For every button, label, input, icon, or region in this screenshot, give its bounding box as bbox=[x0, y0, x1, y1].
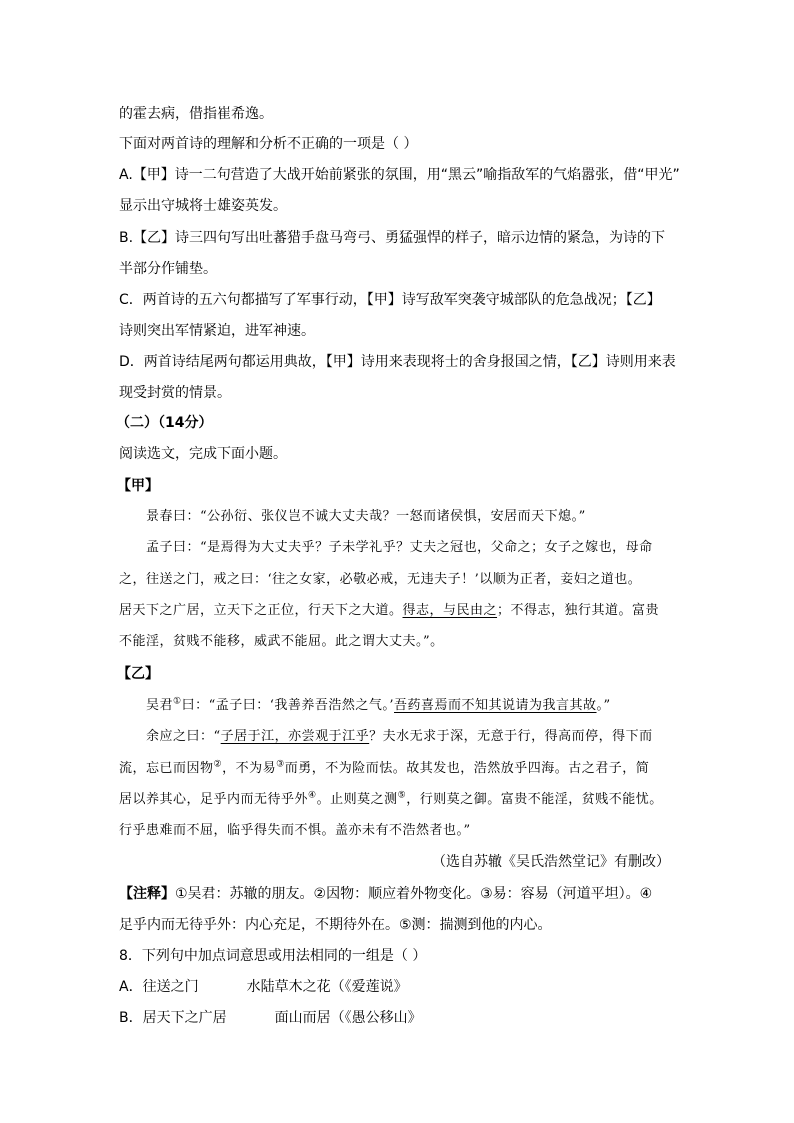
yi-paragraph-2-line3 bbox=[119, 790, 663, 810]
q8-option-a-left: A．往送之门 bbox=[119, 979, 199, 995]
q8-stem: 8．下列句中加点词意思或用法相同的一组是（ ） bbox=[119, 948, 427, 964]
section2-title: （二）（14分） bbox=[116, 415, 213, 431]
yi-paragraph-2-line2 bbox=[119, 759, 649, 779]
footnote-marker-3: ③ bbox=[276, 759, 285, 770]
q7-stem: 下面对两首诗的理解和分析不正确的一项是（ ） bbox=[119, 136, 418, 152]
yi-paragraph-1 bbox=[146, 696, 611, 716]
q7-option-b-line2: 半部分作铺垫。 bbox=[119, 261, 217, 277]
q8-option-a bbox=[119, 977, 408, 997]
q7-option-d-line1: D．两首诗结尾两句都运用典故，【甲】诗用来表现将士的舍身报国之情，【乙】诗则用来表 bbox=[119, 354, 676, 370]
yi-p2-l2-text-b: ，不为易 bbox=[222, 761, 277, 776]
footnote-marker-1: ① bbox=[173, 696, 182, 707]
q7-option-a-line1: A.【甲】诗一二句营造了大战开始前紧张的氛围，用“黑云”喻指敌军的气焰嚣张，借“甲光” bbox=[119, 167, 680, 183]
yi-p1-text-a: 吴君 bbox=[146, 698, 174, 713]
yi-p2-l2-text-a: 流，忘已而因物 bbox=[119, 761, 214, 776]
section2-instruction: 阅读选文，完成下面小题。 bbox=[119, 446, 287, 462]
q8-option-b-left: B．居天下之广居 bbox=[119, 1010, 227, 1026]
q8-option-a-right: 水陆草木之花（《爱莲说》 bbox=[246, 979, 408, 995]
jia-paragraph-1: 景春曰：“公孙衍、张仪岂不诚大丈夫哉？一怒而诸侯惧，安居而天下熄。” bbox=[146, 509, 586, 524]
yi-p2-l1-text-b: ？夫水无求于深，无意于行，得高而停，得下而 bbox=[369, 729, 653, 744]
passage-source: （选自苏辙《吴氏浩然堂记》有删改） bbox=[432, 854, 670, 870]
yi-p1-text-b: 曰：“孟子曰：‘我善养吾浩然之气。’ bbox=[181, 698, 395, 713]
jia-paragraph-2-line3 bbox=[119, 601, 659, 621]
jia-underlined-sentence: 得志，与民由之 bbox=[402, 603, 498, 618]
yi-underlined-sentence-1: 吾药喜焉而不知其说请为我言其故 bbox=[394, 698, 597, 713]
jia-line3-text-a: 居天下之广居，立天下之正位，行天下之大道。 bbox=[119, 603, 403, 618]
yi-p1-text-c: 。” bbox=[596, 698, 611, 713]
q7-option-c-line1: C．两首诗的五六句都描写了军事行动，【甲】诗写敌军突袭守城部队的危急战况；【乙】 bbox=[119, 292, 661, 308]
yi-p2-l3-text-a: 居以养其心，足乎内而无待乎外 bbox=[119, 792, 309, 807]
q7-option-c-line2: 诗则突出军情紧迫，进军神速。 bbox=[119, 323, 315, 339]
jia-paragraph-2-line2: 之，往送之门，戒之曰：‘往之女家，必敬必戒，无违夫子！’以顺为正者，妾妇之道也。 bbox=[119, 572, 642, 587]
yi-underlined-sentence-2: 子居于江，亦尝观于江乎 bbox=[220, 729, 370, 744]
footnote-marker-2: ② bbox=[213, 759, 223, 770]
notes-line1 bbox=[119, 884, 652, 904]
q7-option-a-line2: 显示出守城将士雄姿英发。 bbox=[119, 198, 287, 214]
yi-p2-l1-text-a: 余应之曰：“ bbox=[146, 729, 221, 744]
jia-line3-text-b: ；不得志，独行其道。富贵 bbox=[497, 603, 660, 618]
q8-option-b bbox=[119, 1008, 422, 1028]
jia-paragraph-2-line1: 孟子曰：“是焉得为大丈夫乎？子未学礼乎？丈夫之冠也，父命之；女子之嫁也，母命 bbox=[146, 540, 653, 555]
intro-tail: 的霍去病，借指崔希逸。 bbox=[119, 106, 273, 122]
yi-paragraph-2-line1 bbox=[146, 727, 653, 747]
yi-p2-l2-text-c: 而勇，不为险而怯。故其发也，浩然放乎四海。古之君子，简 bbox=[284, 761, 650, 776]
q7-option-b-line1: B.【乙】诗三四句写出吐蕃猎手盘马弯弓、勇猛强悍的样子，暗示边情的紧急，为诗的下 bbox=[119, 230, 666, 246]
footnote-marker-4: ④ bbox=[308, 790, 317, 801]
passage-yi-label: 【乙】 bbox=[117, 666, 159, 682]
notes-label: 【注释】 bbox=[119, 886, 175, 902]
notes-line2: 足乎内而无待乎外：内心充足，不期待外在。⑤测：揣测到他的内心。 bbox=[119, 917, 552, 933]
passage-jia-label: 【甲】 bbox=[117, 478, 159, 494]
yi-paragraph-2-line4: 行乎患难而不屈，临乎得失而不惧。盖亦未有不浩然者也。” bbox=[119, 823, 471, 838]
footnote-marker-5: ⑤ bbox=[397, 790, 407, 801]
yi-p2-l3-text-c: ，行则莫之御。富贵不能淫，贫贱不能忧。 bbox=[406, 792, 663, 807]
q8-option-b-right: 面山而居（《愚公移山》 bbox=[274, 1010, 422, 1026]
q7-option-d-line2: 现受封赏的情景。 bbox=[119, 385, 231, 401]
notes-text-1: ①吴君：苏辙的朋友。②因物：顺应着外物变化。③易：容易（河道平坦）。④ bbox=[175, 886, 653, 902]
yi-p2-l3-text-b: 。止则莫之测 bbox=[316, 792, 398, 807]
jia-paragraph-2-line4: 不能淫，贫贱不能移，威武不能屈。此之谓大丈夫。”。 bbox=[119, 634, 444, 649]
